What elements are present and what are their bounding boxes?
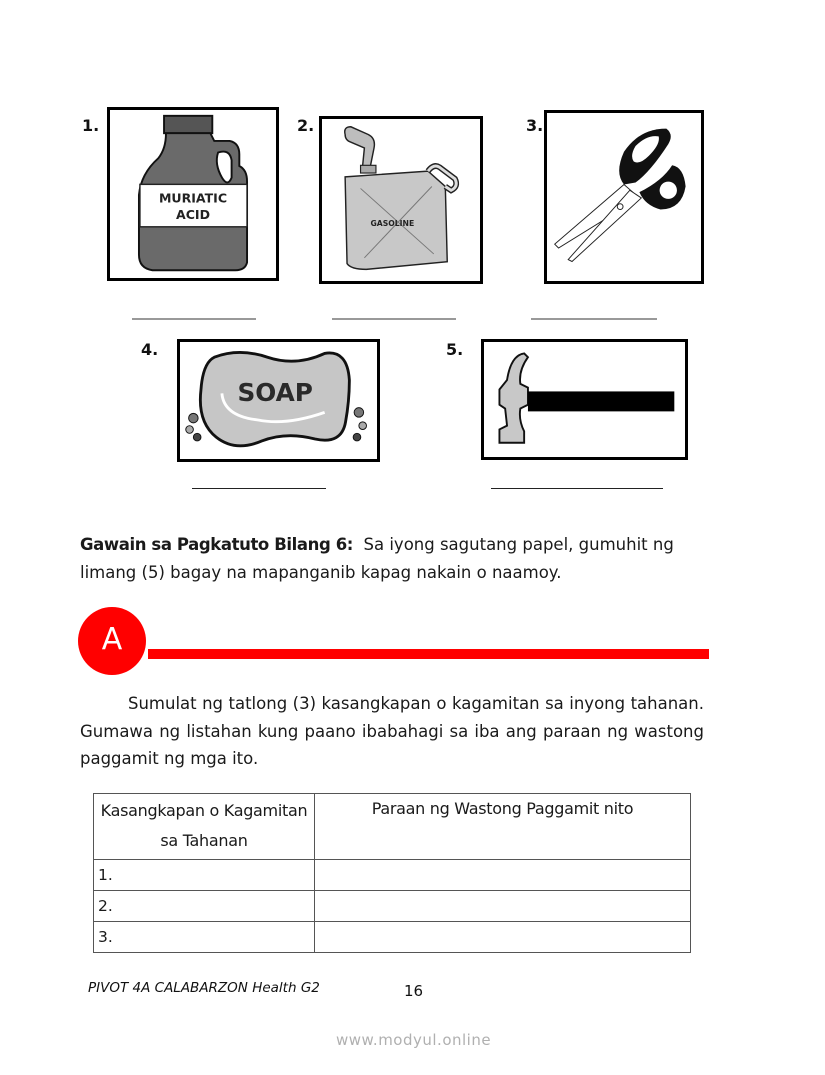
- item-number-1: 1.: [82, 116, 100, 135]
- can-label: GASOLINE: [370, 219, 415, 229]
- section-divider: [148, 649, 709, 659]
- picture-gasoline-can: [319, 116, 483, 284]
- soap-bar-icon: [180, 342, 377, 459]
- table-cell-item[interactable]: 2.: [94, 891, 315, 922]
- table-row: [94, 922, 691, 953]
- bottle-label-line1: MURIATIC: [158, 190, 228, 206]
- hammer-icon: [484, 342, 685, 457]
- item-number-4: 4.: [141, 340, 159, 359]
- answer-line-1[interactable]: [132, 318, 256, 320]
- task-text: Sa iyong sagutang papel, gumuhit ng limang (5) bagay na mapanganib kapag nakain o naamoy.: [80, 535, 674, 582]
- muriatic-acid-bottle-icon: [110, 110, 276, 278]
- answer-line-3[interactable]: [531, 318, 657, 320]
- picture-soap: [177, 339, 380, 462]
- answer-line-5[interactable]: [491, 488, 663, 489]
- picture-muriatic-acid: [107, 107, 279, 281]
- table-cell-item[interactable]: 3.: [94, 922, 315, 953]
- table-cell-item[interactable]: 1.: [94, 860, 315, 891]
- footer-source: PIVOT 4A CALABARZON Health G2: [88, 980, 320, 996]
- bottle-label-line2: ACID: [176, 207, 210, 223]
- soap-label: SOAP: [237, 377, 313, 407]
- picture-hammer: [481, 339, 688, 460]
- section-instructions: [80, 690, 704, 773]
- task-instruction: [80, 531, 720, 587]
- table-cell-method[interactable]: [315, 860, 691, 891]
- answer-line-4[interactable]: [192, 488, 326, 489]
- header-paraan: Paraan ng Wastong Paggamit nito: [315, 794, 691, 860]
- gasoline-can-icon: [322, 119, 480, 281]
- item-number-5: 5.: [446, 340, 464, 359]
- watermark: www.modyul.online: [336, 1031, 492, 1049]
- page-number: 16: [404, 982, 424, 1000]
- instructions-text: Sumulat ng tatlong (3) kasangkapan o kagamitan sa inyong tahanan. Gumawa ng listahan kung paano ibabahagi sa iba ang paraan ng wastong paggamit ng mga ito.: [80, 694, 704, 768]
- item-number-3: 3.: [526, 116, 544, 135]
- scissors-icon: [547, 113, 701, 281]
- answer-line-2[interactable]: [332, 318, 456, 320]
- task-title: Gawain sa Pagkatuto Bilang 6:: [80, 535, 354, 554]
- table-row: [94, 860, 691, 891]
- table-cell-method[interactable]: [315, 922, 691, 953]
- picture-scissors: [544, 110, 704, 284]
- section-badge: A: [78, 607, 146, 675]
- table-row: [94, 891, 691, 922]
- answer-table: [93, 793, 691, 953]
- table-cell-method[interactable]: [315, 891, 691, 922]
- item-number-2: 2.: [297, 116, 315, 135]
- header-kasangkapan: Kasangkapan o Kagamitan sa Tahanan: [94, 794, 315, 860]
- table-header-row: [94, 794, 691, 860]
